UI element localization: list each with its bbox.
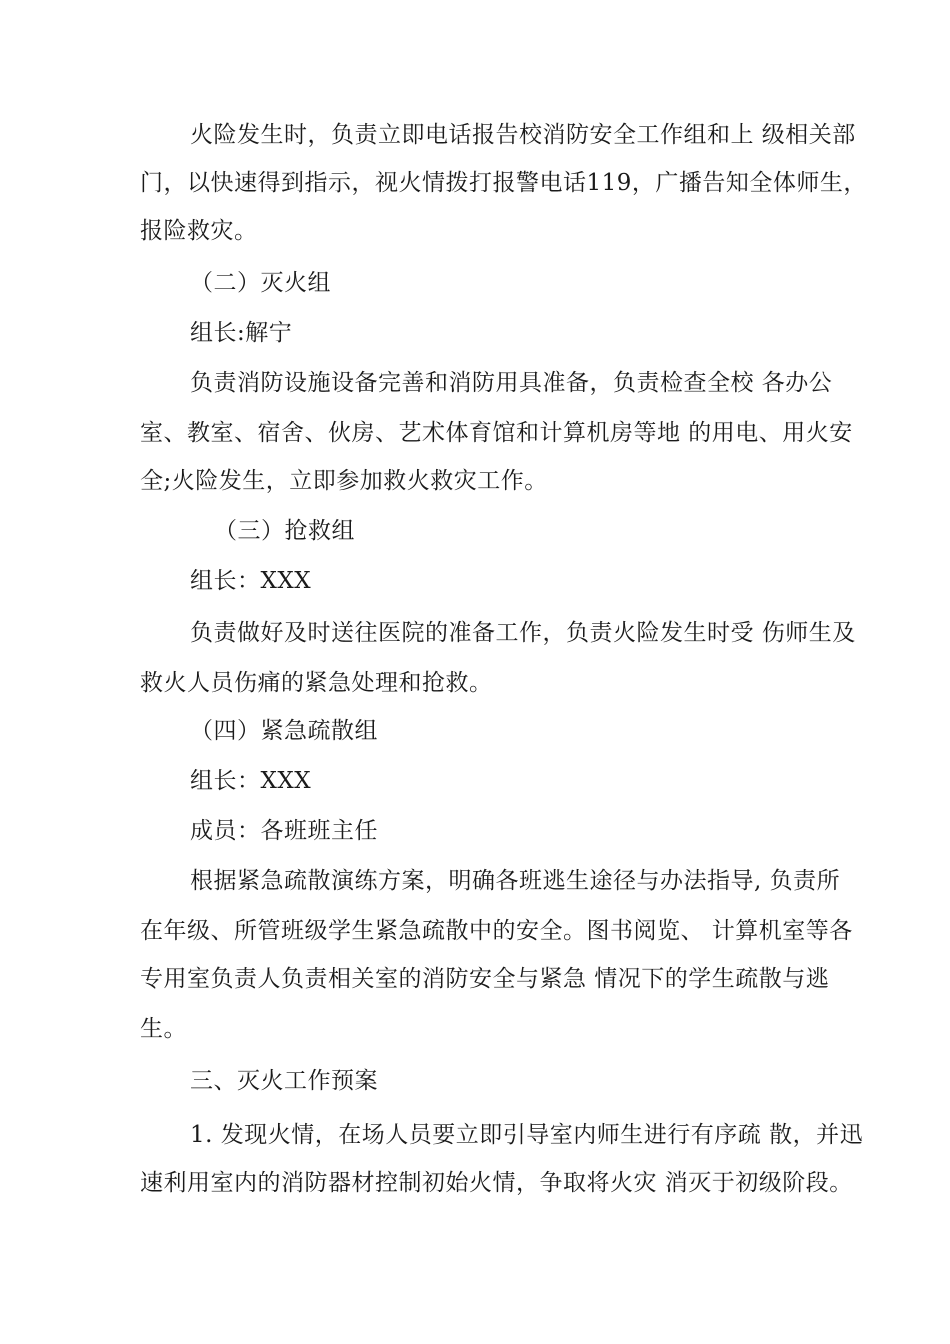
paragraph-1-line-1: 火险发生时，负责立即电话报告校消防安全工作组和上 级相关部 <box>190 122 856 148</box>
paragraph-1-line-3: 报险救灾。 <box>140 218 258 244</box>
paragraph-1-line-2: 门，以快速得到指示，视火情拨打报警电话119，广播告知全体师生， <box>140 170 867 196</box>
paragraph-5-line-2: 速利用室内的消防器材控制初始火情，争取将火灾 消灭于初级阶段。 <box>140 1170 853 1196</box>
leader-evacuation-group: 组长：XXX <box>190 768 312 794</box>
heading-evacuation-group: （四）紧急疏散组 <box>190 718 378 744</box>
paragraph-3-line-1: 负责做好及时送往医院的准备工作，负责火险发生时受 伤师生及 <box>190 620 856 646</box>
paragraph-4-line-4: 生。 <box>140 1016 187 1042</box>
paragraph-2-line-1: 负责消防设施设备完善和消防用具准备，负责检查全校 各办公 <box>190 370 833 396</box>
leader-fire-fighting-group: 组长:解宁 <box>190 320 293 346</box>
members-evacuation-group: 成员：各班班主任 <box>190 818 378 844</box>
paragraph-4-line-2: 在年级、所管班级学生紧急疏散中的安全。图书阅览、 计算机室等各 <box>140 918 853 944</box>
leader-rescue-group: 组长：XXX <box>190 568 312 594</box>
paragraph-2-line-2: 室、教室、宿舍、伙房、艺术体育馆和计算机房等地 的用电、用火安 <box>140 420 853 446</box>
heading-rescue-group: （三）抢救组 <box>214 518 355 544</box>
paragraph-4-line-3: 专用室负责人负责相关室的消防安全与紧急 情况下的学生疏散与逃 <box>140 966 830 992</box>
paragraph-3-line-2: 救火人员伤痛的紧急处理和抢救。 <box>140 670 493 696</box>
heading-fire-fighting-group: （二）灭火组 <box>190 270 331 296</box>
paragraph-2-line-3: 全;火险发生，立即参加救火救灾工作。 <box>140 468 548 494</box>
section-heading-fire-plan: 三、灭火工作预案 <box>190 1068 378 1094</box>
paragraph-5-line-1: 1. 发现火情，在场人员要立即引导室内师生进行有序疏 散，并迅 <box>190 1122 864 1148</box>
paragraph-4-line-1: 根据紧急疏散演练方案，明确各班逃生途径与办法指导, 负责所 <box>190 868 841 894</box>
